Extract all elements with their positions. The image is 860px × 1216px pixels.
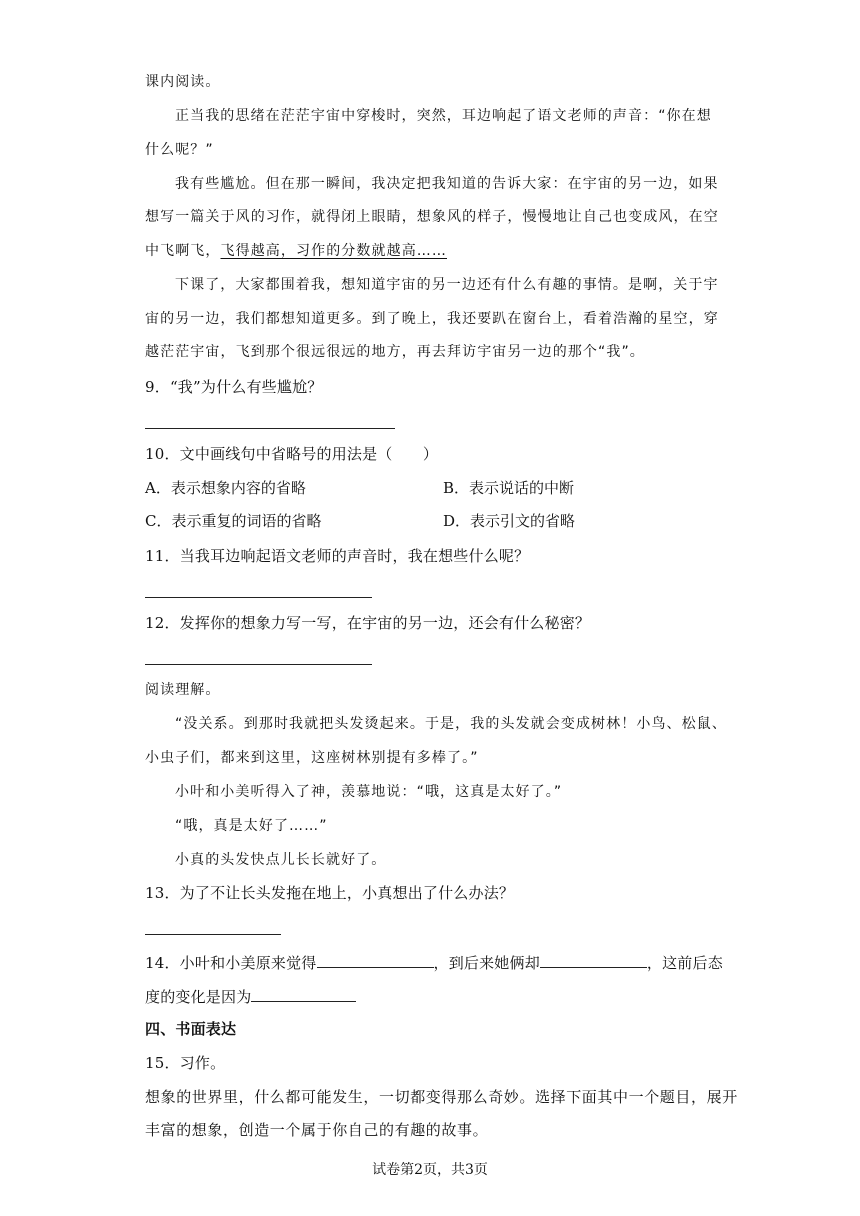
question-12: 12．发挥你的想象力写一写，在宇宙的另一边，还会有什么秘密？ xyxy=(145,614,591,632)
q14-part2: ，到后来她俩却 xyxy=(433,954,540,972)
passage1-p1-line1: 正当我的思绪在茫茫宇宙中穿梭时，突然，耳边响起了语文老师的声音：“你在想 xyxy=(175,108,712,124)
passage1-p3-line2: 宙的另一边，我们都想知道更多。到了晚上，我还要趴在窗台上，看着浩瀚的星空，穿 xyxy=(145,311,719,327)
option-b[interactable]: B．表示说话的中断 xyxy=(443,479,575,497)
question-14-line2 xyxy=(145,985,356,1007)
page-footer: 试卷第2页，共3页 xyxy=(372,1162,488,1178)
passage1-p3-line3: 越茫茫宇宙，飞到那个很远很远的地方，再去拜访宇宙另一边的那个“我”。 xyxy=(145,344,645,360)
q14-part3: ，这前后态 xyxy=(646,954,723,972)
option-d[interactable]: D．表示引文的省略 xyxy=(443,512,576,530)
question-15: 15．习作。 xyxy=(145,1054,226,1072)
question-9: 9．“我”为什么有些尴尬？ xyxy=(145,378,323,396)
q14-line2-text: 度的变化是因为 xyxy=(145,988,252,1006)
q14-blank-2[interactable] xyxy=(540,951,647,968)
passage1-p2-line2: 想写一篇关于风的习作，就得闭上眼睛，想象风的样子，慢慢地让自己也变成风，在空 xyxy=(145,209,719,225)
underlined-sentence: 飞得越高，习作的分数就越高…… xyxy=(220,243,447,259)
answer-line-q9[interactable] xyxy=(145,428,395,429)
passage2-line3: 小叶和小美听得入了神，羡慕地说：“哦，这真是太好了。” xyxy=(175,784,563,800)
passage2-line5: 小真的头发快点儿长长就好了。 xyxy=(175,852,387,868)
passage2-line2: 小虫子们，都来到这里，这座树林别提有多棒了。” xyxy=(145,750,479,766)
passage1-p1-line2: 什么呢？” xyxy=(145,142,214,158)
question-13: 13．为了不让长头发拖在地上，小真想出了什么办法？ xyxy=(145,884,515,902)
q15-instruction-line1: 想象的世界里，什么都可能发生，一切都变得那么奇妙。选择下面其中一个题目，展开 xyxy=(145,1088,738,1106)
passage1-p2-line1: 我有些尴尬。但在那一瞬间，我决定把我知道的告诉大家：在宇宙的另一边，如果 xyxy=(175,176,719,192)
passage2-line1: “没关系。到那时我就把头发烫起来。于是，我的头发就会变成树林！小鸟、松鼠、 xyxy=(175,716,727,732)
question-14-line1 xyxy=(145,951,723,973)
q15-instruction-line2: 丰富的想象，创造一个属于你自己的有趣的故事。 xyxy=(145,1121,489,1139)
answer-line-q13[interactable] xyxy=(145,934,281,935)
q14-blank-1[interactable] xyxy=(317,951,434,968)
question-11: 11．当我耳边响起语文老师的声音时，我在想些什么呢？ xyxy=(145,547,530,565)
passage1-p2-line3 xyxy=(145,241,447,261)
option-c[interactable]: C．表示重复的词语的省略 xyxy=(145,512,322,530)
section-4-title: 四、书面表达 xyxy=(145,1020,237,1038)
passage2-heading: 阅读理解。 xyxy=(145,682,221,698)
answer-line-q11[interactable] xyxy=(145,597,372,598)
answer-line-q12[interactable] xyxy=(145,664,372,665)
q14-part1: 14．小叶和小美原来觉得 xyxy=(145,954,317,972)
passage1-p3-line1: 下课了，大家都围着我，想知道宇宙的另一边还有什么有趣的事情。是啊，关于宇 xyxy=(175,277,719,293)
passage1-p2-line3-start: 中飞啊飞， xyxy=(145,243,221,259)
q14-blank-3[interactable] xyxy=(251,985,356,1002)
question-10: 10．文中画线句中省略号的用法是（ ） xyxy=(145,445,439,463)
passage1-heading: 课内阅读。 xyxy=(145,74,221,90)
option-a[interactable]: A．表示想象内容的省略 xyxy=(145,479,306,497)
passage2-line4: “哦，真是太好了……” xyxy=(175,818,328,834)
